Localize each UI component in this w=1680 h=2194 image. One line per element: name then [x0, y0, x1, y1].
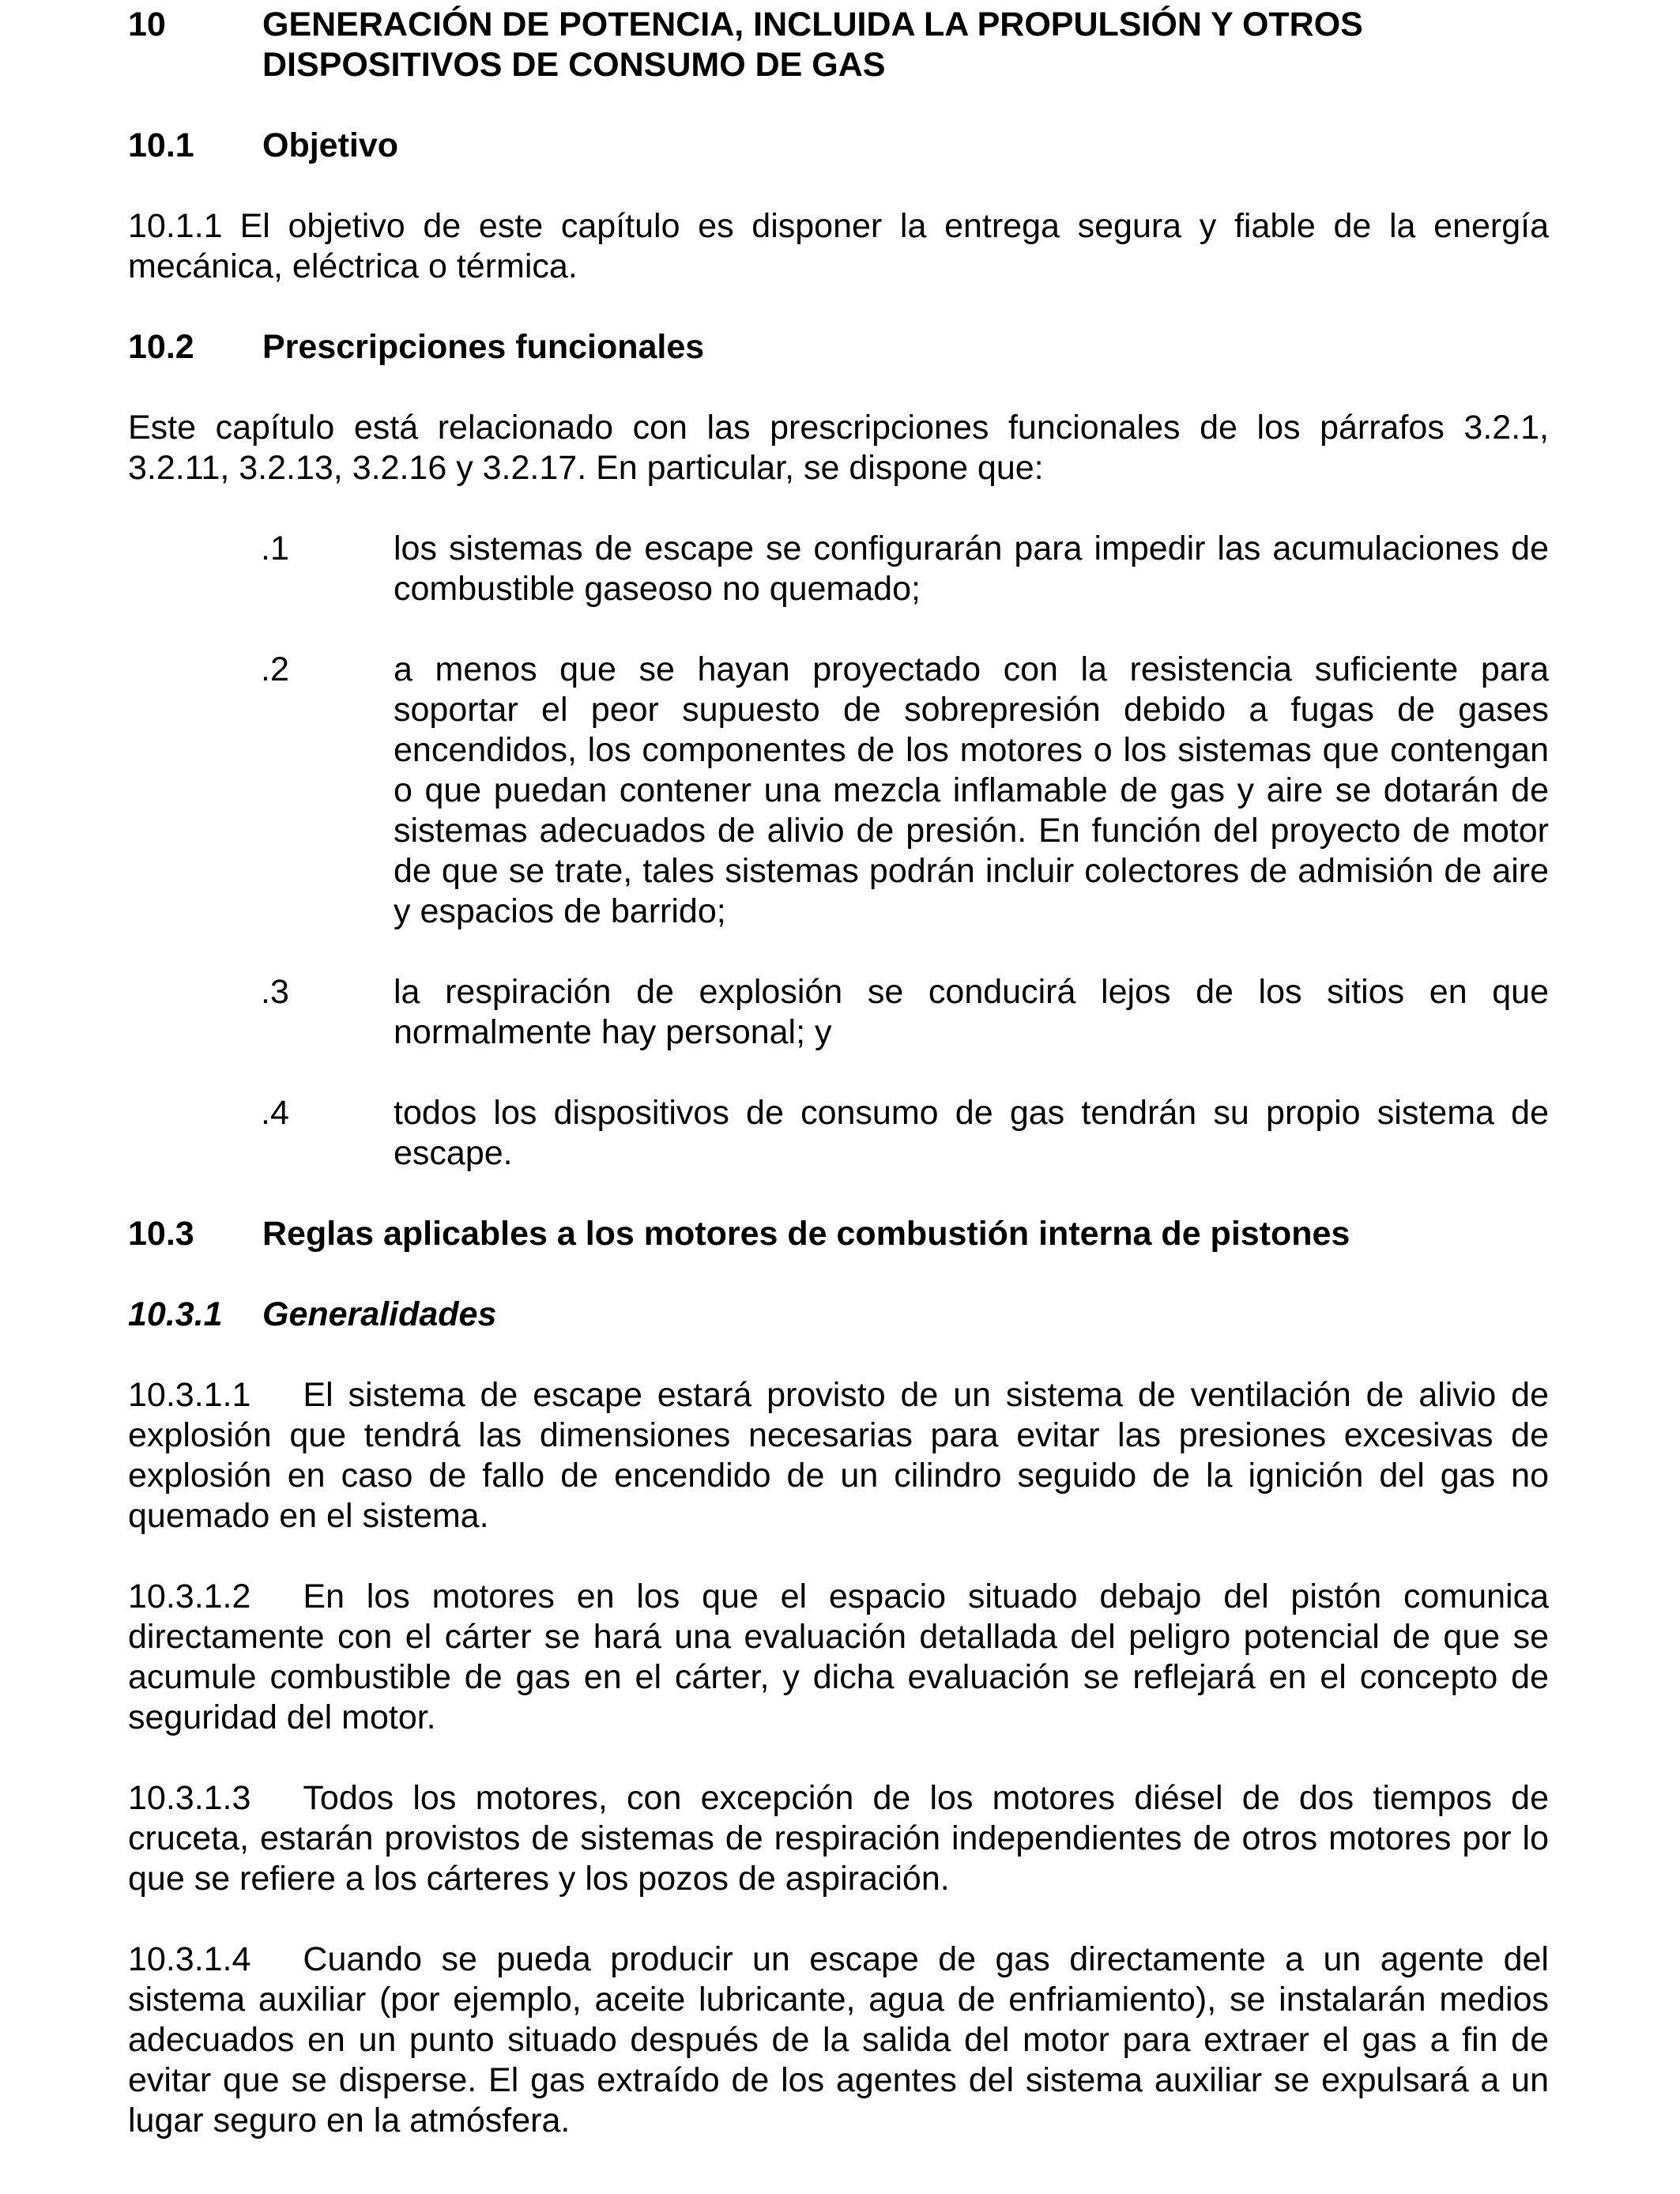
list-item-text: la respiración de explosión se conducirá lejos de los sitios en que normalmente hay personal; y — [394, 973, 1549, 1051]
list-item-number: .2 — [261, 650, 289, 688]
section-10-2-heading — [128, 327, 1549, 368]
document-page — [128, 5, 1549, 2141]
list-item-text: todos los dispositivos de consumo de gas tendrán su propio sistema de escape. — [394, 1094, 1549, 1172]
list-item-number: .3 — [261, 973, 289, 1011]
paragraph-10-2-intro: Este capítulo está relacionado con las prescripciones funcionales de los párrafos 3.2.1, 3.2.11, 3.2.13, 3.2.16 y 3.2.17. En particular, se dispone que: — [128, 409, 1549, 487]
section-10-3-heading — [128, 1214, 1549, 1254]
section-title: Prescripciones funcionales — [262, 328, 705, 366]
paragraph-text: El sistema de escape estará provisto de un sistema de ventilación de alivio de explosión que tendrá las dimensiones necesarias para evitar las presiones excesivas de explosión en caso de fallo de encendido de un cilindro seguido de la ignición del gas no quemado en el sistema. — [128, 1376, 1549, 1535]
paragraph-text: En los motores en los que el espacio situado debajo del pistón comunica directamente con el cárter se hará una evaluación detallada del peligro potencial de que se acumule combustible de gas en el cárter, y dicha evaluación se reflejará en el concepto de seguridad del motor. — [128, 1578, 1549, 1736]
paragraph-10-3-1-3 — [128, 1778, 1549, 1899]
paragraph-number: 10.3.1.1 — [128, 1376, 251, 1414]
paragraph-text: Todos los motores, con excepción de los motores diésel de dos tiempos de cruceta, estarán provistos de sistemas de respiración independientes de otros motores por lo que se refiere a los cárteres y los pozos de aspiración. — [128, 1779, 1549, 1898]
paragraph-number: 10.3.1.4 — [128, 1940, 251, 1978]
list-item — [128, 650, 1549, 932]
section-number: 10.3.1 — [128, 1295, 223, 1333]
section-10-1-heading — [128, 126, 1549, 166]
paragraph-10-3-1-4 — [128, 1940, 1549, 2141]
list-item-number: .4 — [261, 1094, 289, 1132]
section-title: Objetivo — [262, 126, 399, 164]
section-title: Generalidades — [262, 1295, 497, 1333]
paragraph-number: 10.3.1.3 — [128, 1779, 251, 1817]
paragraph-number: 10.1.1 — [128, 207, 223, 245]
paragraph-10-3-1-2 — [128, 1577, 1549, 1738]
section-number: 10 — [128, 6, 166, 43]
section-title: GENERACIÓN DE POTENCIA, INCLUIDA LA PROPULSIÓN Y OTROS DISPOSITIVOS DE CONSUMO DE GAS — [262, 6, 1363, 84]
list-item-number: .1 — [261, 530, 289, 567]
list-item-text: los sistemas de escape se configurarán para impedir las acumulaciones de combustible gaseoso no quemado; — [394, 530, 1549, 608]
paragraph-10-1-1 — [128, 206, 1549, 287]
list-item — [128, 1093, 1549, 1174]
section-number: 10.2 — [128, 328, 194, 366]
list-item — [128, 972, 1549, 1053]
paragraph-text: Cuando se pueda producir un escape de gas directamente a un agente del sistema auxiliar (por ejemplo, aceite lubricante, agua de enfriamiento), se instalarán medios adecuados en un punto situado después de la salida del motor para extraer el gas a fin de evitar que se disperse. El gas extraído de los agentes del sistema auxiliar se expulsará a un lugar seguro en la atmósfera. — [128, 1940, 1549, 2139]
list-item-text: a menos que se hayan proyectado con la resistencia suficiente para soportar el peor supuesto de sobrepresión debido a fugas de gases encendidos, los componentes de los motores o los sistemas que contengan o que puedan contener una mezcla inflamable de gas y aire se dotarán de sistemas adecuados de alivio de presión. En función del proyecto de motor de que se trate, tales sistemas podrán incluir colectores de admisión de aire y espacios de barrido; — [394, 650, 1549, 930]
section-number: 10.1 — [128, 126, 194, 164]
section-title: Reglas aplicables a los motores de combustión interna de pistones — [262, 1215, 1350, 1253]
section-10-heading — [128, 5, 1549, 85]
paragraph-text: El objetivo de este capítulo es disponer la entrega segura y fiable de la energía mecánica, eléctrica o térmica. — [128, 207, 1549, 285]
section-number: 10.3 — [128, 1215, 194, 1253]
paragraph-10-3-1-1 — [128, 1375, 1549, 1536]
paragraph-number: 10.3.1.2 — [128, 1578, 251, 1615]
section-10-3-1-heading — [128, 1295, 1549, 1335]
list-item — [128, 529, 1549, 609]
